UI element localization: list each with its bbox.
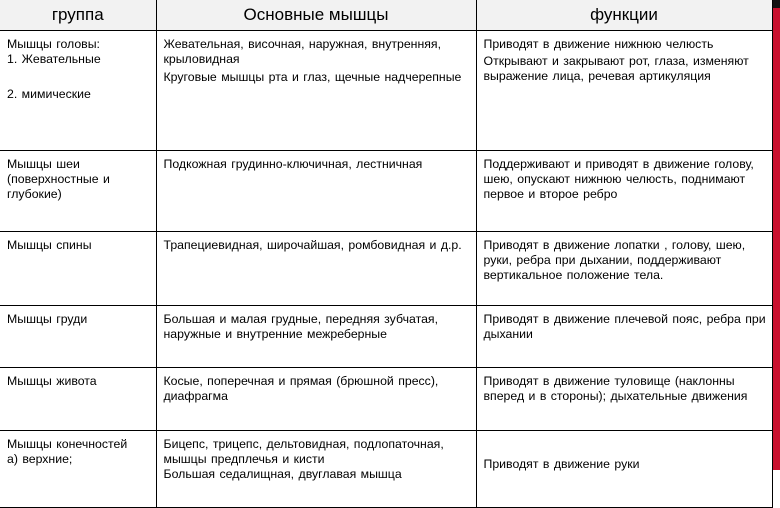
group-cell bbox=[0, 151, 156, 232]
red-edge-bar bbox=[772, 0, 780, 470]
group-text: Мышцы спины bbox=[7, 238, 92, 252]
muscles-text: Трапециевидная, широчайшая, ромбовидная и д.р. bbox=[163, 238, 462, 252]
group-line: Мышцы головы: bbox=[7, 37, 100, 51]
header-group: группа bbox=[0, 0, 156, 31]
muscles-text: Подкожная грудинно-ключичная, лестничная bbox=[163, 157, 423, 171]
functions-text: Поддерживают и приводят в движение голову, шею, опускают нижнюю челюсть, поднимают первое и второе ребро bbox=[483, 157, 754, 201]
group-line: 1. Жевательные bbox=[7, 52, 101, 66]
group-line: Мышцы конечностей bbox=[7, 437, 128, 451]
muscles-cell bbox=[156, 306, 476, 368]
table-row bbox=[0, 232, 772, 306]
group-line: 2. мимические bbox=[7, 87, 91, 101]
table-row bbox=[0, 31, 772, 151]
functions-text: Открывают и закрывают рот, глаза, изменяют выражение лица, речевая артикуляция bbox=[483, 54, 749, 83]
muscles-text: Большая седалищная, двуглавая мышца bbox=[163, 467, 402, 481]
muscles-text: Жевательная, височная, наружная, внутренняя, крыловидная bbox=[163, 37, 441, 66]
functions-cell bbox=[476, 431, 772, 508]
group-cell bbox=[0, 232, 156, 306]
header-row bbox=[0, 0, 772, 31]
muscles-cell bbox=[156, 232, 476, 306]
functions-text: Приводят в движение нижнюю челюсть bbox=[483, 37, 714, 51]
group-text: Мышцы живота bbox=[7, 374, 97, 388]
table-row bbox=[0, 306, 772, 368]
group-cell bbox=[0, 368, 156, 431]
muscles-text: Большая и малая грудные, передняя зубчатая, наружные и внутренние межреберные bbox=[163, 312, 438, 341]
muscles-cell bbox=[156, 431, 476, 508]
group-cell bbox=[0, 31, 156, 151]
group-line: а) верхние; bbox=[7, 452, 73, 466]
functions-text: Приводят в движение руки bbox=[483, 456, 640, 471]
header-muscles: Основные мышцы bbox=[156, 0, 476, 31]
table-row bbox=[0, 151, 772, 232]
functions-cell bbox=[476, 31, 772, 151]
functions-cell bbox=[476, 306, 772, 368]
header-functions: функции bbox=[476, 0, 772, 31]
group-text: Мышцы груди bbox=[7, 312, 88, 326]
muscles-cell bbox=[156, 151, 476, 232]
functions-text: Приводят в движение туловище (наклонны вперед и в стороны); дыхательные движения bbox=[483, 374, 748, 403]
functions-text: Приводят в движение плечевой пояс, ребра при дыхании bbox=[483, 312, 766, 341]
functions-text: Приводят в движение лопатки , голову, шею, руки, ребра при дыхании, поддерживают вертикальное положение тела. bbox=[483, 238, 746, 282]
group-cell bbox=[0, 306, 156, 368]
functions-cell bbox=[476, 151, 772, 232]
spacer bbox=[7, 67, 152, 83]
group-text: Мышцы шеи (поверхностные и глубокие) bbox=[7, 157, 110, 201]
functions-cell bbox=[476, 232, 772, 306]
table-row bbox=[0, 368, 772, 431]
muscles-text: Косые, поперечная и прямая (брюшной пресс), диафрагма bbox=[163, 374, 439, 403]
muscles-cell bbox=[156, 31, 476, 151]
muscles-text: Бицепс, трицепс, дельтовидная, подлопаточная, мышцы предплечья и кисти bbox=[163, 437, 444, 466]
muscles-cell bbox=[156, 368, 476, 431]
functions-cell bbox=[476, 368, 772, 431]
group-cell bbox=[0, 431, 156, 508]
table-row bbox=[0, 431, 772, 508]
muscles-text: Круговые мышцы рта и глаз, щечные надчерепные bbox=[163, 70, 462, 84]
